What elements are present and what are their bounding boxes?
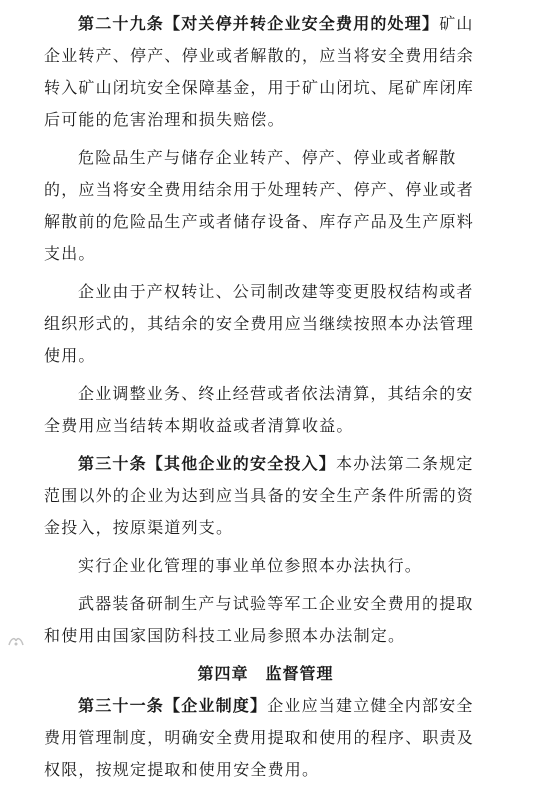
liquidation-body: 企业调整业务、终止经营或者依法清算，其结余的安全费用应当结转本期收益或者清算收益。	[44, 384, 474, 435]
article-30-heading: 第三十条【其他企业的安全投入】	[78, 454, 337, 473]
public-institution-body: 实行企业化管理的事业单位参照本办法执行。	[78, 556, 423, 575]
hazardous-goods-paragraph	[44, 142, 487, 270]
article-30-paragraph	[44, 448, 487, 544]
article-30-body: 本办法第二条规定范围以外的企业为达到应当具备的安全生产条件所需的资金投入，按原渠道列支。	[44, 454, 475, 537]
hazardous-goods-body: 危险品生产与储存企业转产、停产、停业或者解散的，应当将安全费用结余用于处理转产、停产、停业或者解散前的危险品生产或者储存设备、库存产品及生产原料支出。	[44, 148, 475, 263]
article-31-heading: 第三十一条【企业制度】	[78, 696, 268, 715]
watermark	[8, 635, 24, 647]
public-institution-paragraph	[44, 550, 487, 582]
military-enterprise-body: 武器装备研制生产与试验等军工企业安全费用的提取和使用由国家国防科技工业局参照本办法制定。	[44, 594, 474, 645]
equity-change-body: 企业由于产权转让、公司制改建等变更股权结构或者组织形式的，其结余的安全费用应当继续按照本办法管理使用。	[44, 282, 475, 365]
article-29-body: 矿山企业转产、停产、停业或者解散的，应当将安全费用结余转入矿山闭坑安全保障基金，用于矿山闭坑、尾矿库闭库后可能的危害治理和损失赔偿。	[44, 14, 475, 129]
watermark-logo-icon	[8, 635, 24, 647]
military-enterprise-paragraph	[44, 588, 487, 652]
article-31-body: 企业应当建立健全内部安全费用管理制度，明确安全费用提取和使用的程序、职责及权限，按规定提取和使用安全费用。	[44, 696, 475, 779]
liquidation-paragraph	[44, 378, 487, 442]
article-31-paragraph	[44, 690, 487, 786]
equity-change-paragraph	[44, 276, 487, 372]
article-29-paragraph	[44, 8, 487, 136]
chapter-heading: 第四章 监督管理	[197, 664, 334, 683]
article-29-heading: 第二十九条【对关停并转企业安全费用的处理】	[78, 14, 440, 33]
